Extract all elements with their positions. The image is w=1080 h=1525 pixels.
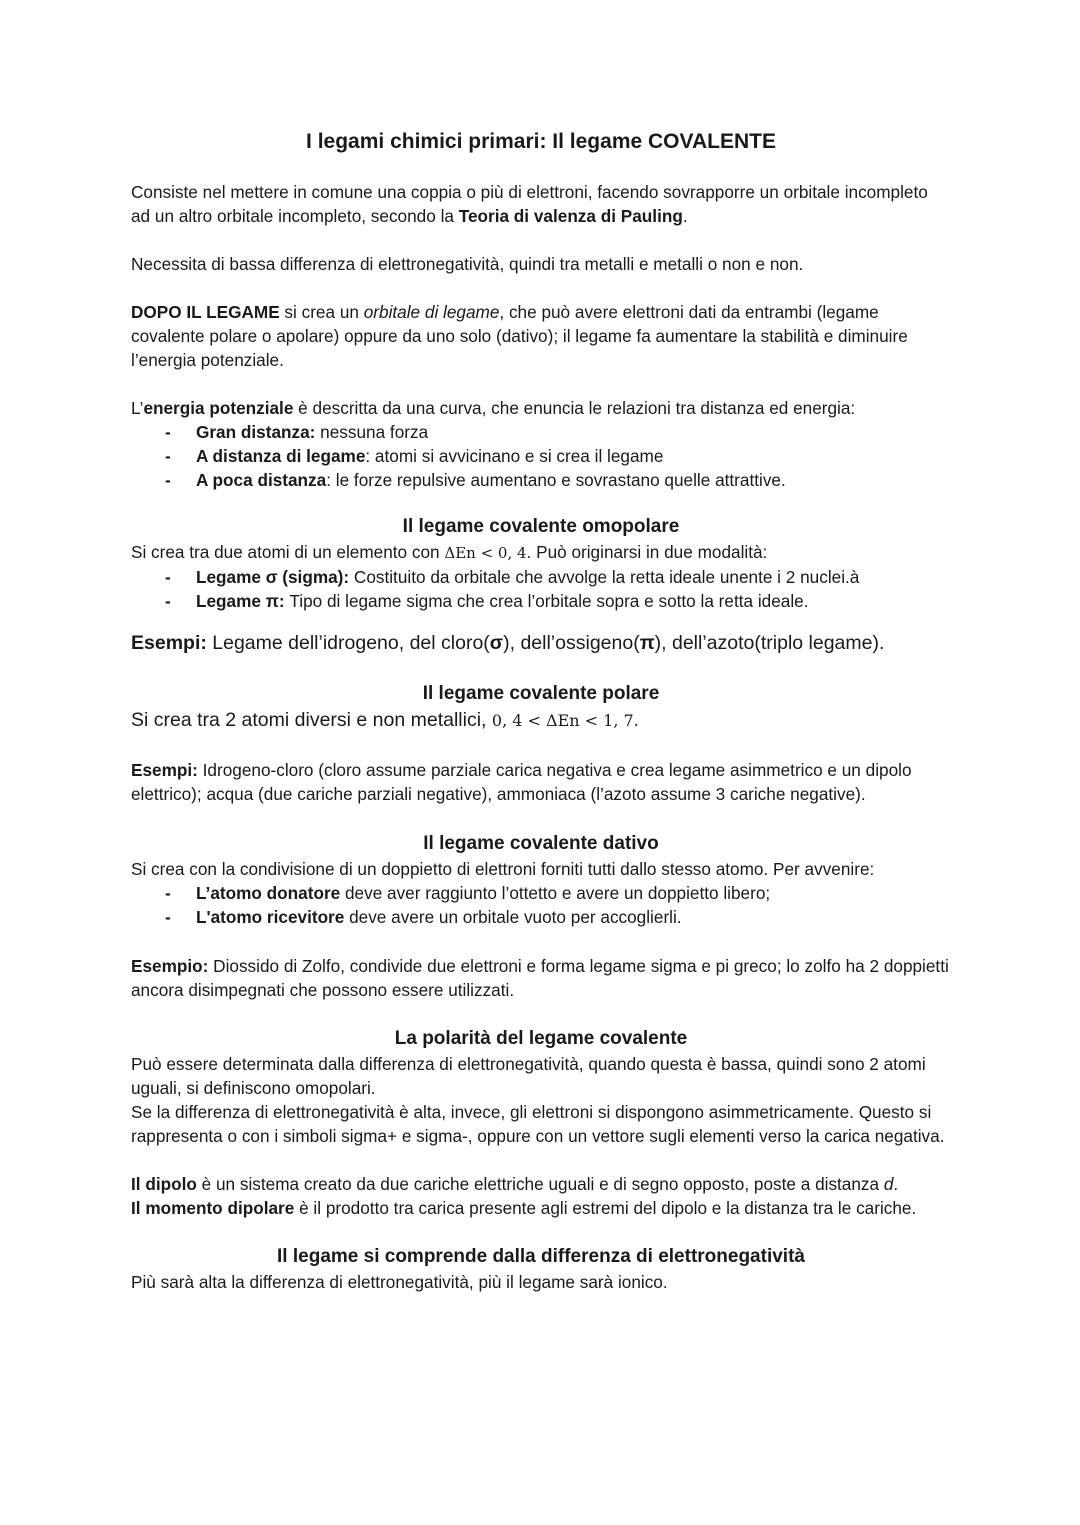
omopolare-examples: Esempi: Legame dell’idrogeno, del cloro(σ), dell’ossigeno(π), dell’azoto(triplo legame). — [131, 632, 885, 654]
polarita-paragraph-2: Se la differenza di elettronegatività è alta, invece, gli elettroni si dispongono asimmetricamente. Questo si rappresenta o con i simboli sigma+ e sigma-, oppure con un vettore sugli elementi verso la carica negativa. — [131, 1102, 945, 1146]
list-item: - L’atomo donatore deve aver raggiunto l’ottetto e avere un doppietto libero; — [165, 881, 951, 905]
section-title-polare: Il legame covalente polare — [422, 683, 660, 704]
requirement-paragraph: Necessita di bassa differenza di elettronegatività, quindi tra metalli e metalli o non e non. — [131, 254, 804, 274]
list-item: - L'atomo ricevitore deve avere un orbitale vuoto per accoglierli. — [165, 905, 951, 929]
list-item: - A poca distanza: le forze repulsive aumentano e sovrastano quelle attrattive. — [165, 468, 951, 492]
document-page — [131, 128, 951, 1294]
intro-paragraph: Consiste nel mettere in comune una coppia o più di elettroni, facendo sovrapporre un orbitale incompleto ad un altro orbitale incompleto, secondo la Teoria di valenza di Pauling. — [131, 182, 928, 226]
page-title: I legami chimici primari: Il legame COVALENTE — [306, 130, 776, 153]
list-item: - A distanza di legame: atomi si avvicinano e si crea il legame — [165, 444, 951, 468]
polare-examples: Esempi: Idrogeno-cloro (cloro assume parziale carica negativa e crea legame asimmetrico e un dipolo elettrico); acqua (due cariche parziali negative), ammoniaca (l’azoto assume 3 cariche negative). — [131, 760, 912, 804]
section-title-ionico: Il legame si comprende dalla differenza di elettronegatività — [277, 1246, 805, 1267]
polarita-paragraph-1: Può essere determinata dalla differenza di elettronegatività, quando questa è bassa, quindi sono 2 atomi uguali, si definiscono omopolari. — [131, 1054, 926, 1098]
list-item: - Gran distanza: nessuna forza — [165, 420, 951, 444]
polare-paragraph: Si crea tra 2 atomi diversi e non metallici, 0, 4 < ΔEn < 1, 7. — [131, 709, 639, 731]
dipolo-paragraph: Il dipolo è un sistema creato da due cariche elettriche uguali e di segno opposto, poste a distanza d. — [131, 1174, 899, 1194]
ionico-paragraph: Più sarà alta la differenza di elettronegatività, più il legame sarà ionico. — [131, 1272, 668, 1292]
after-bond-paragraph: DOPO IL LEGAME si crea un orbitale di legame, che può avere elettroni dati da entrambi (legame covalente polare o apolare) oppure da uno solo (dativo); il legame fa aumentare la stabilità e diminuire l’energia potenziale. — [131, 302, 908, 370]
section-title-polarita: La polarità del legame covalente — [394, 1028, 688, 1049]
omopolare-list — [131, 565, 951, 613]
momento-paragraph: Il momento dipolare è il prodotto tra carica presente agli estremi del dipolo e la distanza tra le cariche. — [131, 1198, 917, 1218]
energy-paragraph: L’energia potenziale è descritta da una curva, che enuncia le relazioni tra distanza ed energia: — [131, 398, 856, 418]
list-item: - Legame π: Tipo di legame sigma che crea l’orbitale sopra e sotto la retta ideale. — [165, 589, 951, 613]
section-title-omopolare: Il legame covalente omopolare — [402, 516, 680, 537]
section-title-dativo: Il legame covalente dativo — [423, 833, 659, 854]
dativo-example: Esempio: Diossido di Zolfo, condivide due elettroni e forma legame sigma e pi greco; lo zolfo ha 2 doppietti ancora disimpegnati che possono essere utilizzati. — [131, 956, 949, 1000]
dativo-paragraph: Si crea con la condivisione di un doppietto di elettroni forniti tutti dallo stesso atomo. Per avvenire: — [131, 859, 875, 879]
dativo-list — [131, 881, 951, 929]
energy-list — [131, 420, 951, 492]
omopolare-paragraph: Si crea tra due atomi di un elemento con ΔEn < 0, 4. Può originarsi in due modalità: — [131, 542, 768, 562]
list-item: - Legame σ (sigma): Costituito da orbitale che avvolge la retta ideale unente i 2 nuclei.à — [165, 565, 951, 589]
